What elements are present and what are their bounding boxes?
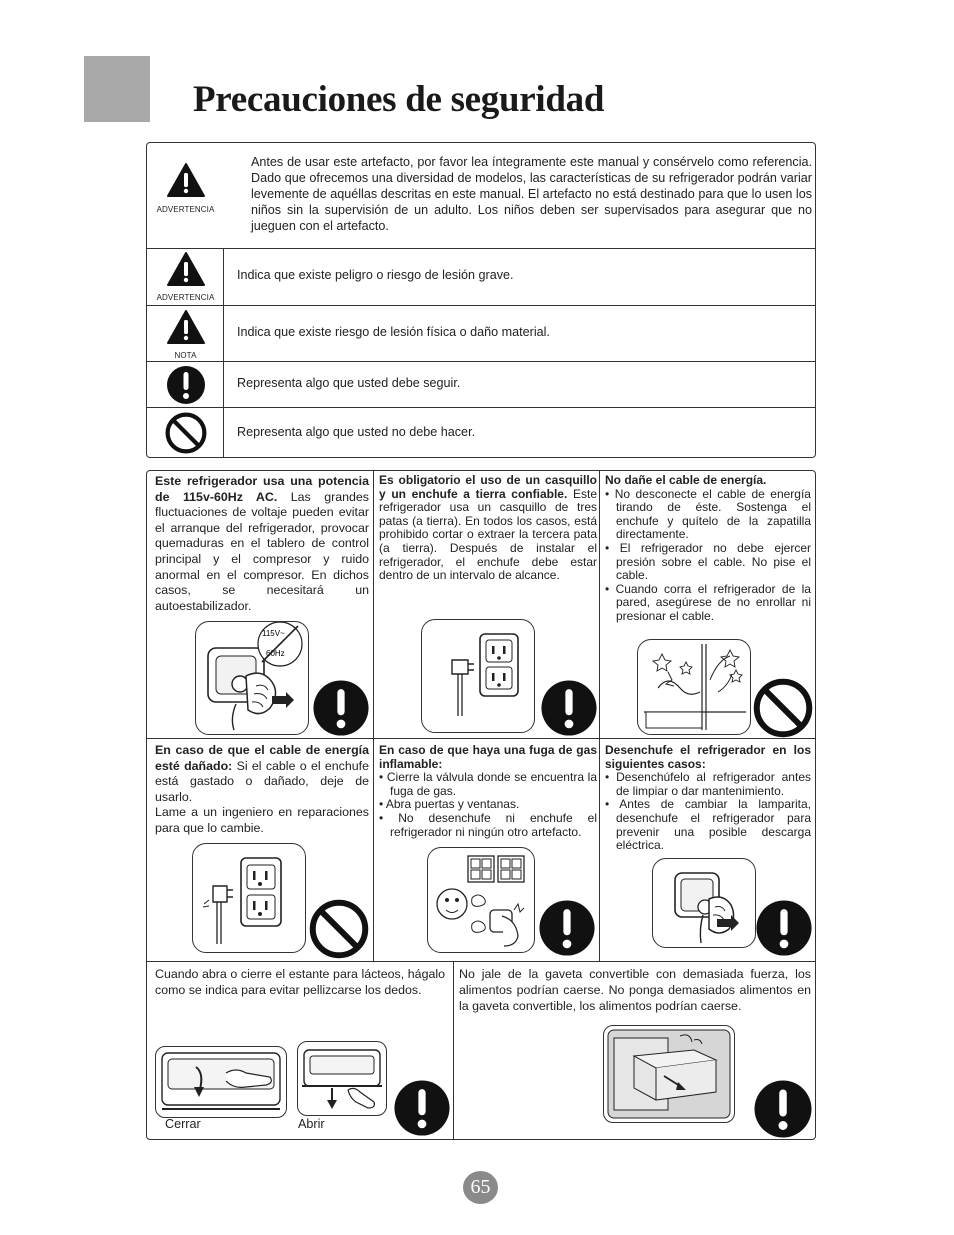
legend-row-must [147,362,815,408]
bullet-text: No desenchufe ni enchufe el refrigerador ni ningún otro artefacto. [390,810,598,839]
gas-heading: En caso de que haya una fuga de gas inflamable: [379,743,597,771]
shelf-cell-text: Cuando abra o cierre el estante para lácteos, hágalo como se indica para evitar pellizcarse los dedos. [155,967,445,997]
cable-heading: No dañe el cable de energía. [605,473,767,487]
intro-icon-caption: ADVERTENCIA [156,205,215,214]
mandatory-action-icon [540,679,598,737]
shelf-close-illustration [155,1046,287,1118]
power-heading: Este refrigerador usa una potencia de 115v-60Hz AC. [155,474,369,504]
caution-triangle-icon [166,309,206,345]
mandatory-action-icon [166,365,206,405]
unplug-bullet: • Antes de cambiar la lamparita, desenchufe el refrigerador para prevenir una posible descarga eléctrica. [605,797,812,853]
mandatory-action-icon [755,899,813,957]
voltage-label: 115V~ [262,629,285,638]
bullet-text: Antes de cambiar la lamparita, desenchufe el refrigerador para prevenir una posible descarga eléctrica. [616,797,812,853]
damaged-heading: En caso de que el cable de energía esté dañado: [155,743,369,773]
unplug-heading: Desenchufe el refrigerador en los siguientes casos: [605,743,811,771]
grounded-outlet-illustration [421,619,535,733]
power-cell-text [155,474,369,614]
bullet-text: Cuando corra el refrigerador de la pared, asegúrese de no enrollar ni presionar el cable. [615,581,811,623]
intro-text: Antes de usar este artefacto, por favor lea íntegramente este manual y consérvelo como referencia. Dado que ofrecemos una diversidad de modelos, las características de su refrigerador podrán variar levemente de aquéllas descritas en este manual. El artefacto no está destinado para que lo usen los niños sin la supervisión de un adulto. Los niños deben ser supervisados para asegurar que no jueguen con el artefacto. [251,155,812,233]
gas-bullet: • Cierre la válvula donde se encuentra la fuga de gas. [379,770,597,798]
drawer-illustration [603,1025,735,1123]
header-gray-square [84,56,150,122]
bullet-text: Abra puertas y ventanas. [385,797,520,812]
mandatory-action-icon [538,899,596,957]
page-title: Precauciones de seguridad [193,79,605,120]
voltage-plug-illustration [195,621,309,735]
cable-bullet: • El refrigerador no debe ejercer presión sobre el cable. No pise el cable. [605,540,811,583]
power-body: Las grandes fluctuaciones de voltaje pueden evitar el arranque del refrigerador, provocar quemaduras en el tablero de control principal y el compresor y ruido anormal en el compresor. En dichos casos, se necesitará un autoestabilizador. [155,489,370,613]
intro-warning [147,161,224,214]
close-label: Cerrar [165,1117,201,1131]
warning-triangle-icon [166,251,206,287]
damaged-cable-cell-text [155,743,369,837]
legend-row-prohibited [147,408,815,458]
legend-icon-cell [147,306,224,361]
legend-icon-cell [147,408,224,458]
ground-body: Este refrigerador usa un casquillo de tres patas (a tierra). En todos los casos, está prohibido cortar o extraer la tercera pata (a tierra). Después de instalar el refrigerador, el enchufe debe estar dentro de un intervalo de alcance. [379,486,597,583]
legend-icon-cell [147,362,224,407]
bullet-text: El refrigerador no debe ejercer presión sobre el cable. No pise el cable. [616,540,811,583]
page-number: 65 [463,1171,498,1204]
damaged-body: Si el cable o el enchufe está gastado o dañado, deje de usarlo. [155,758,369,804]
ground-cell-text [379,474,597,583]
gas-bullet: • Abra puertas y ventanas. [379,797,520,812]
bullet-text: No desconecte el cable de energía tirando de éste. Sostenga el enchufe y quítelo de la zapatilla directamente. [614,486,811,542]
prohibited-action-icon [165,412,207,454]
cable-bullet: • Cuando corra el refrigerador de la pared, asegúrese de no enrollar ni presionar el cable. [605,581,811,623]
unplug-cell-text [605,744,811,853]
open-label: Abrir [298,1117,325,1131]
precautions-grid [146,470,816,1140]
prohibited-action-icon [753,678,813,738]
mandatory-action-icon [312,679,370,737]
legend-icon-caption: ADVERTENCIA [156,293,215,302]
ground-heading: Es obligatorio el uso de un casquillo y un enchufe a tierra confiable. [379,473,597,501]
legend-icon-caption: NOTA [174,351,197,360]
mandatory-action-icon [753,1079,813,1139]
bullet-text: Cierre la válvula donde se encuentra la fuga de gas. [386,770,597,798]
legend-row-note [147,306,815,362]
intro-row [147,143,815,249]
mandatory-action-icon [393,1079,451,1137]
damaged-cable-illustration [192,843,306,953]
legend-text: Indica que existe riesgo de lesión física o daño material. [237,325,550,339]
unplug-illustration [652,858,756,948]
drawer-cell-text: No jale de la gaveta convertible con demasiada fuerza, los alimentos podrían caerse. No ponga demasiados alimentos en la gaveta convertible, los alimentos podrían caerse. [459,967,811,1013]
safety-legend-box [146,142,816,458]
cable-bullet: • No desconecte el cable de energía tirando de éste. Sostenga el enchufe y quítelo de la zapatilla directamente. [605,486,811,542]
damaged-body-2: Lame a un ingeniero en reparaciones para que lo cambie. [155,805,369,835]
prohibited-action-icon [309,899,369,959]
gas-bullet: • No desenchufe ni enchufe el refrigerador ni ningún otro artefacto. [379,810,598,839]
shelf-open-illustration [297,1041,387,1116]
bullet-text: Desenchúfelo al refrigerador antes de limpiar o dar mantenimiento. [616,770,811,798]
warning-triangle-icon [166,161,206,199]
cable-damage-illustration [637,639,751,735]
legend-text: Representa algo que usted debe seguir. [237,376,461,390]
legend-row-warning [147,249,815,306]
cable-cell-text [605,474,811,624]
unplug-bullet: • Desenchúfelo al refrigerador antes de limpiar o dar mantenimiento. [605,770,811,798]
legend-icon-cell [147,249,224,305]
legend-text: Representa algo que usted no debe hacer. [237,425,476,439]
gas-leak-illustration [427,847,535,953]
frequency-label: 60Hz [266,649,285,658]
legend-text: Indica que existe peligro o riesgo de lesión grave. [237,268,514,282]
gas-leak-cell-text [379,744,597,839]
